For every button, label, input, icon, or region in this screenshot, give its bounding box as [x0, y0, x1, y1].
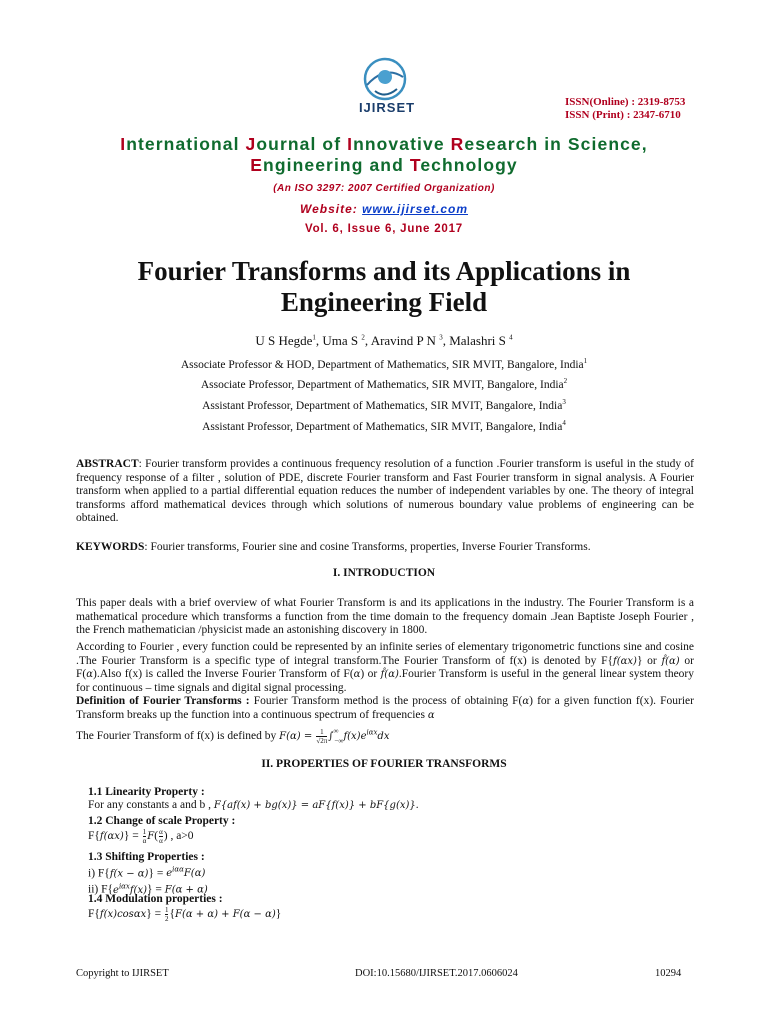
journal-word: echnology: [420, 155, 518, 175]
affiliation-1: Associate Professor & HOD, Department of Mathematics, SIR MVIT, Bangalore, India$^1$: [180, 357, 588, 371]
definition-formula-line: The Fourier Transform of f(x) is defined by F(α) = $\frac{1}{√2\pi}$ $\int^\infty_{-\infty}f(x)e^{i\alpha x}dx$: [76, 727, 390, 745]
journal-word: esearch in Science,: [464, 134, 648, 154]
logo-text: IJIRSET: [358, 100, 416, 115]
issn-online: ISSN(Online) : 2319-8753: [565, 96, 686, 108]
journal-initial: J: [245, 134, 257, 154]
linearity-formula: F{af(x) + bg(x)} = aF{f(x)} + bF{g(x)}: [213, 800, 416, 811]
website-line: [0, 202, 768, 216]
shifting-property: 1.3 Shifting Properties : i) $F\{f(x - \alpha)\} = e^{i\alpha\alpha}F(\alpha)$ ii) $F\{e^{i\alpha x}f(x)\} = F(\alpha + \alpha)$: [88, 851, 208, 896]
shifting-title: 1.3 Shifting Properties :: [88, 851, 205, 863]
footer-doi: DOI:10.15680/IJIRSET.2017.0606024: [355, 968, 518, 979]
journal-word: nnovative: [353, 134, 451, 154]
linearity-title: 1.1 Linearity Property :: [88, 786, 205, 798]
footer-copyright: Copyright to IJIRSET: [76, 968, 169, 979]
website-label: Website:: [299, 202, 363, 216]
scale-property: 1.2 Change of scale Property : F{f(αx)} = $\frac{1}{\alpha}$ F( $\frac{\alpha}{\alpha}$ ) , a>0: [88, 815, 236, 845]
journal-initial: R: [450, 134, 465, 154]
author-sup: 2: [361, 333, 365, 342]
keywords-label: KEYWORDS: [76, 541, 145, 553]
author-sup: 1: [312, 333, 316, 342]
intro-paragraph-2: According to Fourier , every function could be represented by an infinite series of elementary trigonometric functions sine and cosine .The Fourier Transform is a specific type of integral transform.The Fourier Transform of f(x) is denoted by F{f(αx)} or f̂(α) or F(α).Also f(x) is called the Inverse Fourier Transform of F(α) or f̂(α).Fourier Transform is useful in the general linear system theory for continuous – time signals and digital signal processing.: [76, 641, 694, 694]
journal-name: [60, 134, 708, 176]
journal-initial: T: [409, 155, 421, 175]
intro-paragraph-1: This paper deals with a brief overview of what Fourier Transform is and its applications in the industry. The Fourier Transform is a mathematical procedure which transforms a function from the time domain to the frequency domain .Jean Baptiste Joseph Fourier , the French mathematician /physicist made an astonishing discovery in 1800.: [76, 597, 694, 637]
issn-print: ISSN (Print) : 2347-6710: [565, 109, 681, 121]
iso-certification: (An ISO 3297: 2007 Certified Organization): [273, 183, 495, 194]
journal-initial: E: [250, 155, 264, 175]
author-sup: 3: [439, 333, 443, 342]
modulation-property: 1.4 Modulation properties : F{f(x)cosαx} = $\frac{1}{2}$ {F(α + α) + F(α − α)}: [88, 893, 282, 923]
definition-paragraph: Definition of Fourier Transforms : Fourier Transform method is the process of obtaining F(α) for a given function f(x). Fourier Transform breaks up the function into a continuous spectrum of frequencies α: [76, 695, 694, 721]
section-properties-heading: II. PROPERTIES OF FOURIER TRANSFORMS: [261, 758, 507, 770]
paper-title: Fourier Transforms and its Applications in Engineering Field: [137, 256, 631, 317]
journal-word: ngineering and: [263, 155, 410, 175]
author: U S Hegde: [255, 333, 313, 348]
journal-initial: I: [120, 134, 127, 154]
affiliation-4: Assistant Professor, Department of Mathematics, SIR MVIT, Bangalore, India$^4$: [202, 419, 566, 433]
authors: U S Hegde$^1$, Uma S $^2$, Aravind P N $^3$, Malashri S $^4$: [255, 333, 513, 348]
journal-word: nternational: [126, 134, 246, 154]
affiliation-2: Associate Professor, Department of Mathematics, SIR MVIT, Bangalore, India$^2$: [200, 377, 568, 391]
journal-initial: I: [347, 134, 354, 154]
journal-name-line1: [60, 134, 708, 155]
author: Aravind P N: [370, 333, 440, 348]
footer-page-number: 10294: [655, 968, 682, 979]
keywords-text: : Fourier transforms, Fourier sine and cosine Transforms, properties, Inverse Fourier Transforms.: [144, 541, 591, 553]
modulation-title: 1.4 Modulation properties :: [88, 893, 223, 905]
affiliation-3: Assistant Professor, Department of Mathematics, SIR MVIT, Bangalore, India$^3$: [202, 398, 566, 412]
author: Uma S: [322, 333, 362, 348]
section-introduction-heading: I. INTRODUCTION: [332, 567, 436, 579]
linearity-property: 1.1 Linearity Property : For any constants a and b , F{af(x) + bg(x)} = aF{f(x)} + bF{g(x)}.: [88, 786, 419, 811]
keywords: [76, 541, 694, 555]
author-sup: 4: [509, 333, 513, 342]
scale-title: 1.2 Change of scale Property :: [88, 815, 236, 827]
abstract-label: ABSTRACT: [76, 458, 139, 470]
website-link[interactable]: www.ijirset.com: [362, 202, 469, 216]
volume-issue: Vol. 6, Issue 6, June 2017: [304, 223, 464, 235]
author: Malashri S: [449, 333, 510, 348]
abstract: [76, 458, 694, 526]
journal-name-line2: [60, 155, 708, 176]
journal-word: ournal of: [256, 134, 348, 154]
abstract-text: : Fourier transform provides a continuous frequency resolution of a function .Fourier transform is useful in the study of frequency response of a filter , solution of PDE, discrete Fourier transform and Fast Fourier transform in signal analysis. A Fourier transform when applied to a partial differential equation reduces the number of independent variables by one. The theory of integral transforms afford mathematical devices through which solutions of numerous boundary value problems of engineering can be obtained.: [76, 458, 694, 525]
definition-label: Definition of Fourier Transforms :: [76, 695, 250, 707]
